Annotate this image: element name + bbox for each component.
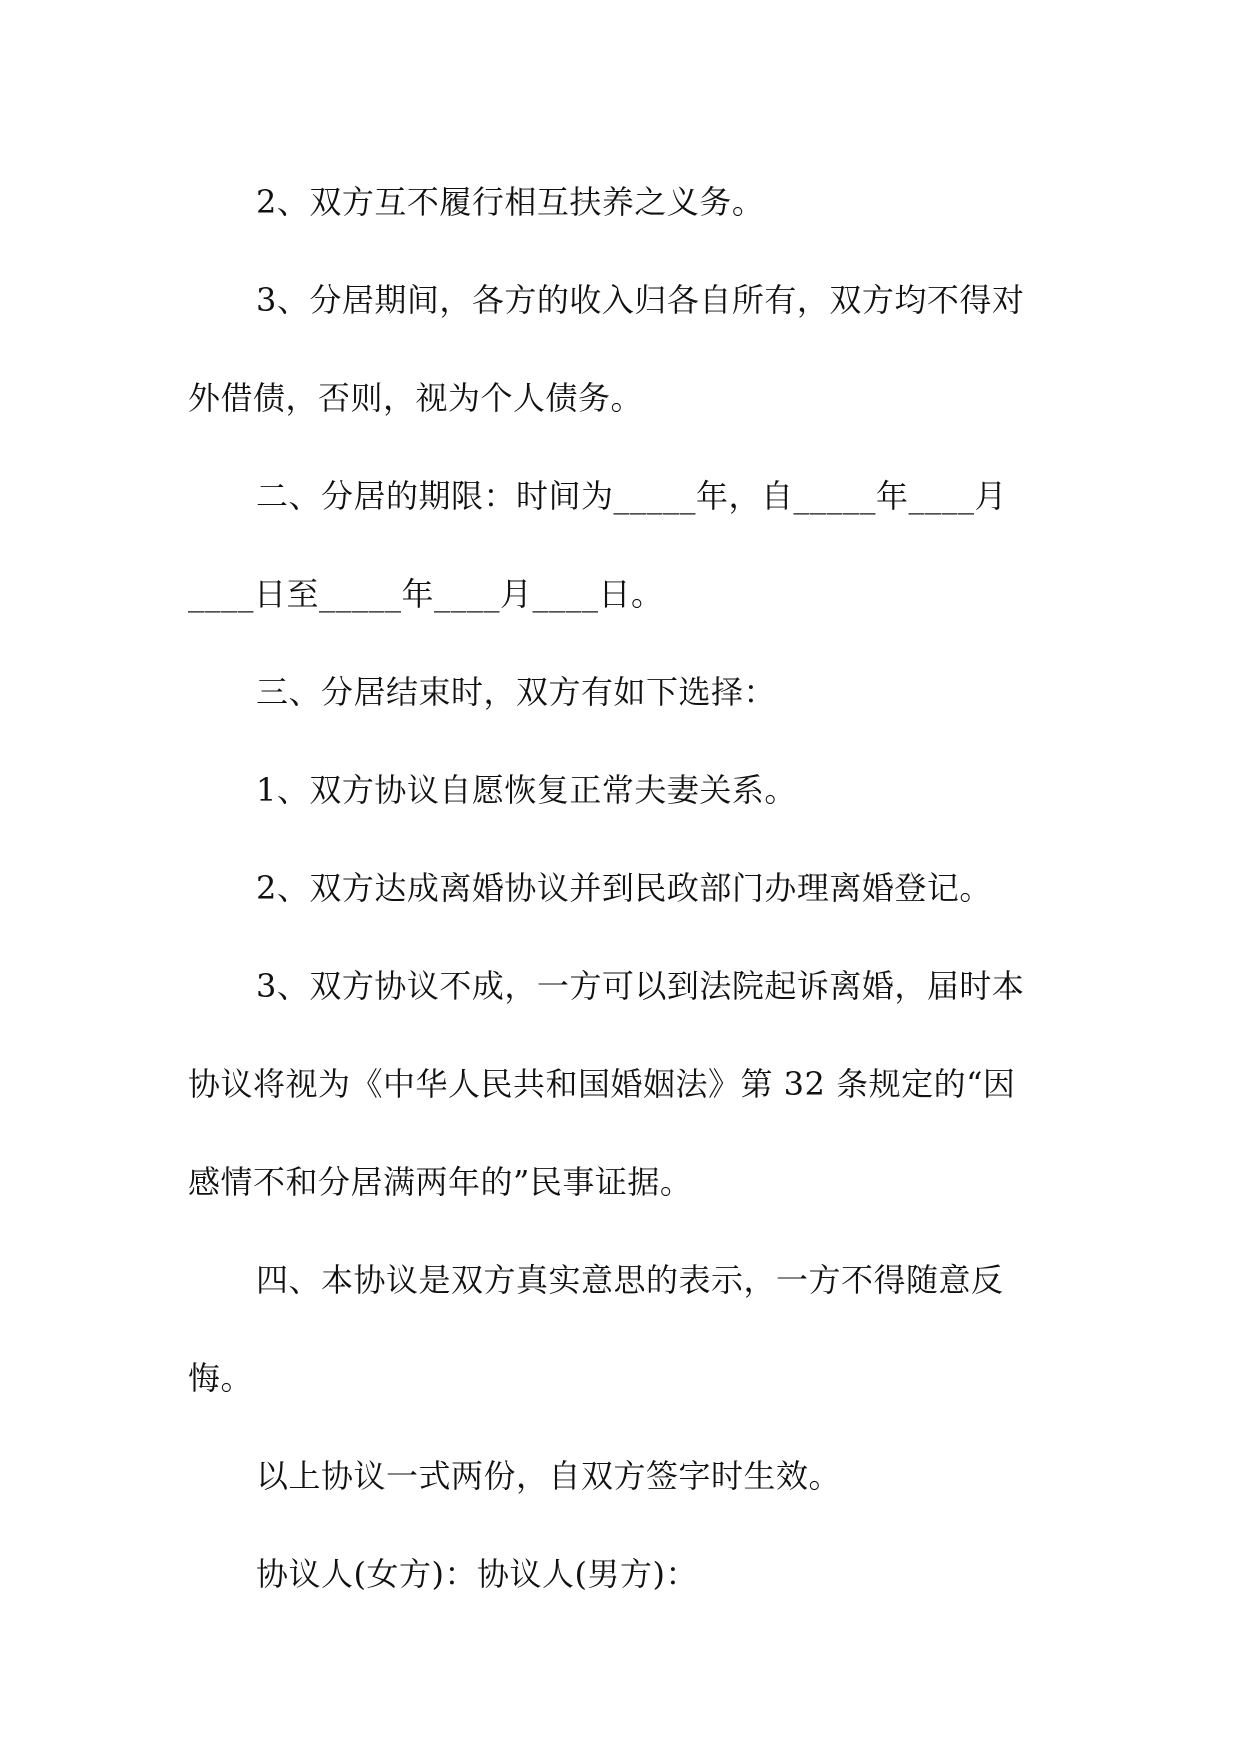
clause-mutual-support: 2、双方互不履行相互扶养之义务。	[256, 183, 765, 221]
option-divorce-registration: 2、双方达成离婚协议并到民政部门办理离婚登记。	[256, 869, 992, 907]
clause-duration-line-2: ____日至_____年____月____日。	[188, 575, 664, 613]
clause-copies-effective: 以上协议一式两份，自双方签字时生效。	[256, 1457, 842, 1495]
option-court-line-1: 3、双方协议不成，一方可以到法院起诉离婚，届时本	[256, 967, 1025, 1005]
option-court-line-2: 协议将视为《中华人民共和国婚姻法》第 32 条规定的“因	[188, 1065, 1016, 1103]
clause-income-line-2: 外借债，否则，视为个人债务。	[188, 379, 644, 417]
clause-income-line-1: 3、分居期间，各方的收入归各自所有，双方均不得对	[256, 281, 1025, 319]
clause-no-retraction-line-2: 悔。	[188, 1359, 254, 1397]
option-restore-relationship: 1、双方协议自愿恢复正常夫妻关系。	[256, 771, 797, 809]
option-court-line-3: 感情不和分居满两年的”民事证据。	[188, 1163, 693, 1201]
clause-end-options-heading: 三、分居结束时，双方有如下选择：	[256, 673, 777, 711]
clause-duration-line-1: 二、分居的期限：时间为_____年，自_____年____月	[256, 477, 1008, 515]
signature-parties: 协议人(女方)：协议人(男方)：	[256, 1555, 698, 1593]
clause-no-retraction-line-1: 四、本协议是双方真实意思的表示，一方不得随意反	[256, 1261, 1004, 1299]
